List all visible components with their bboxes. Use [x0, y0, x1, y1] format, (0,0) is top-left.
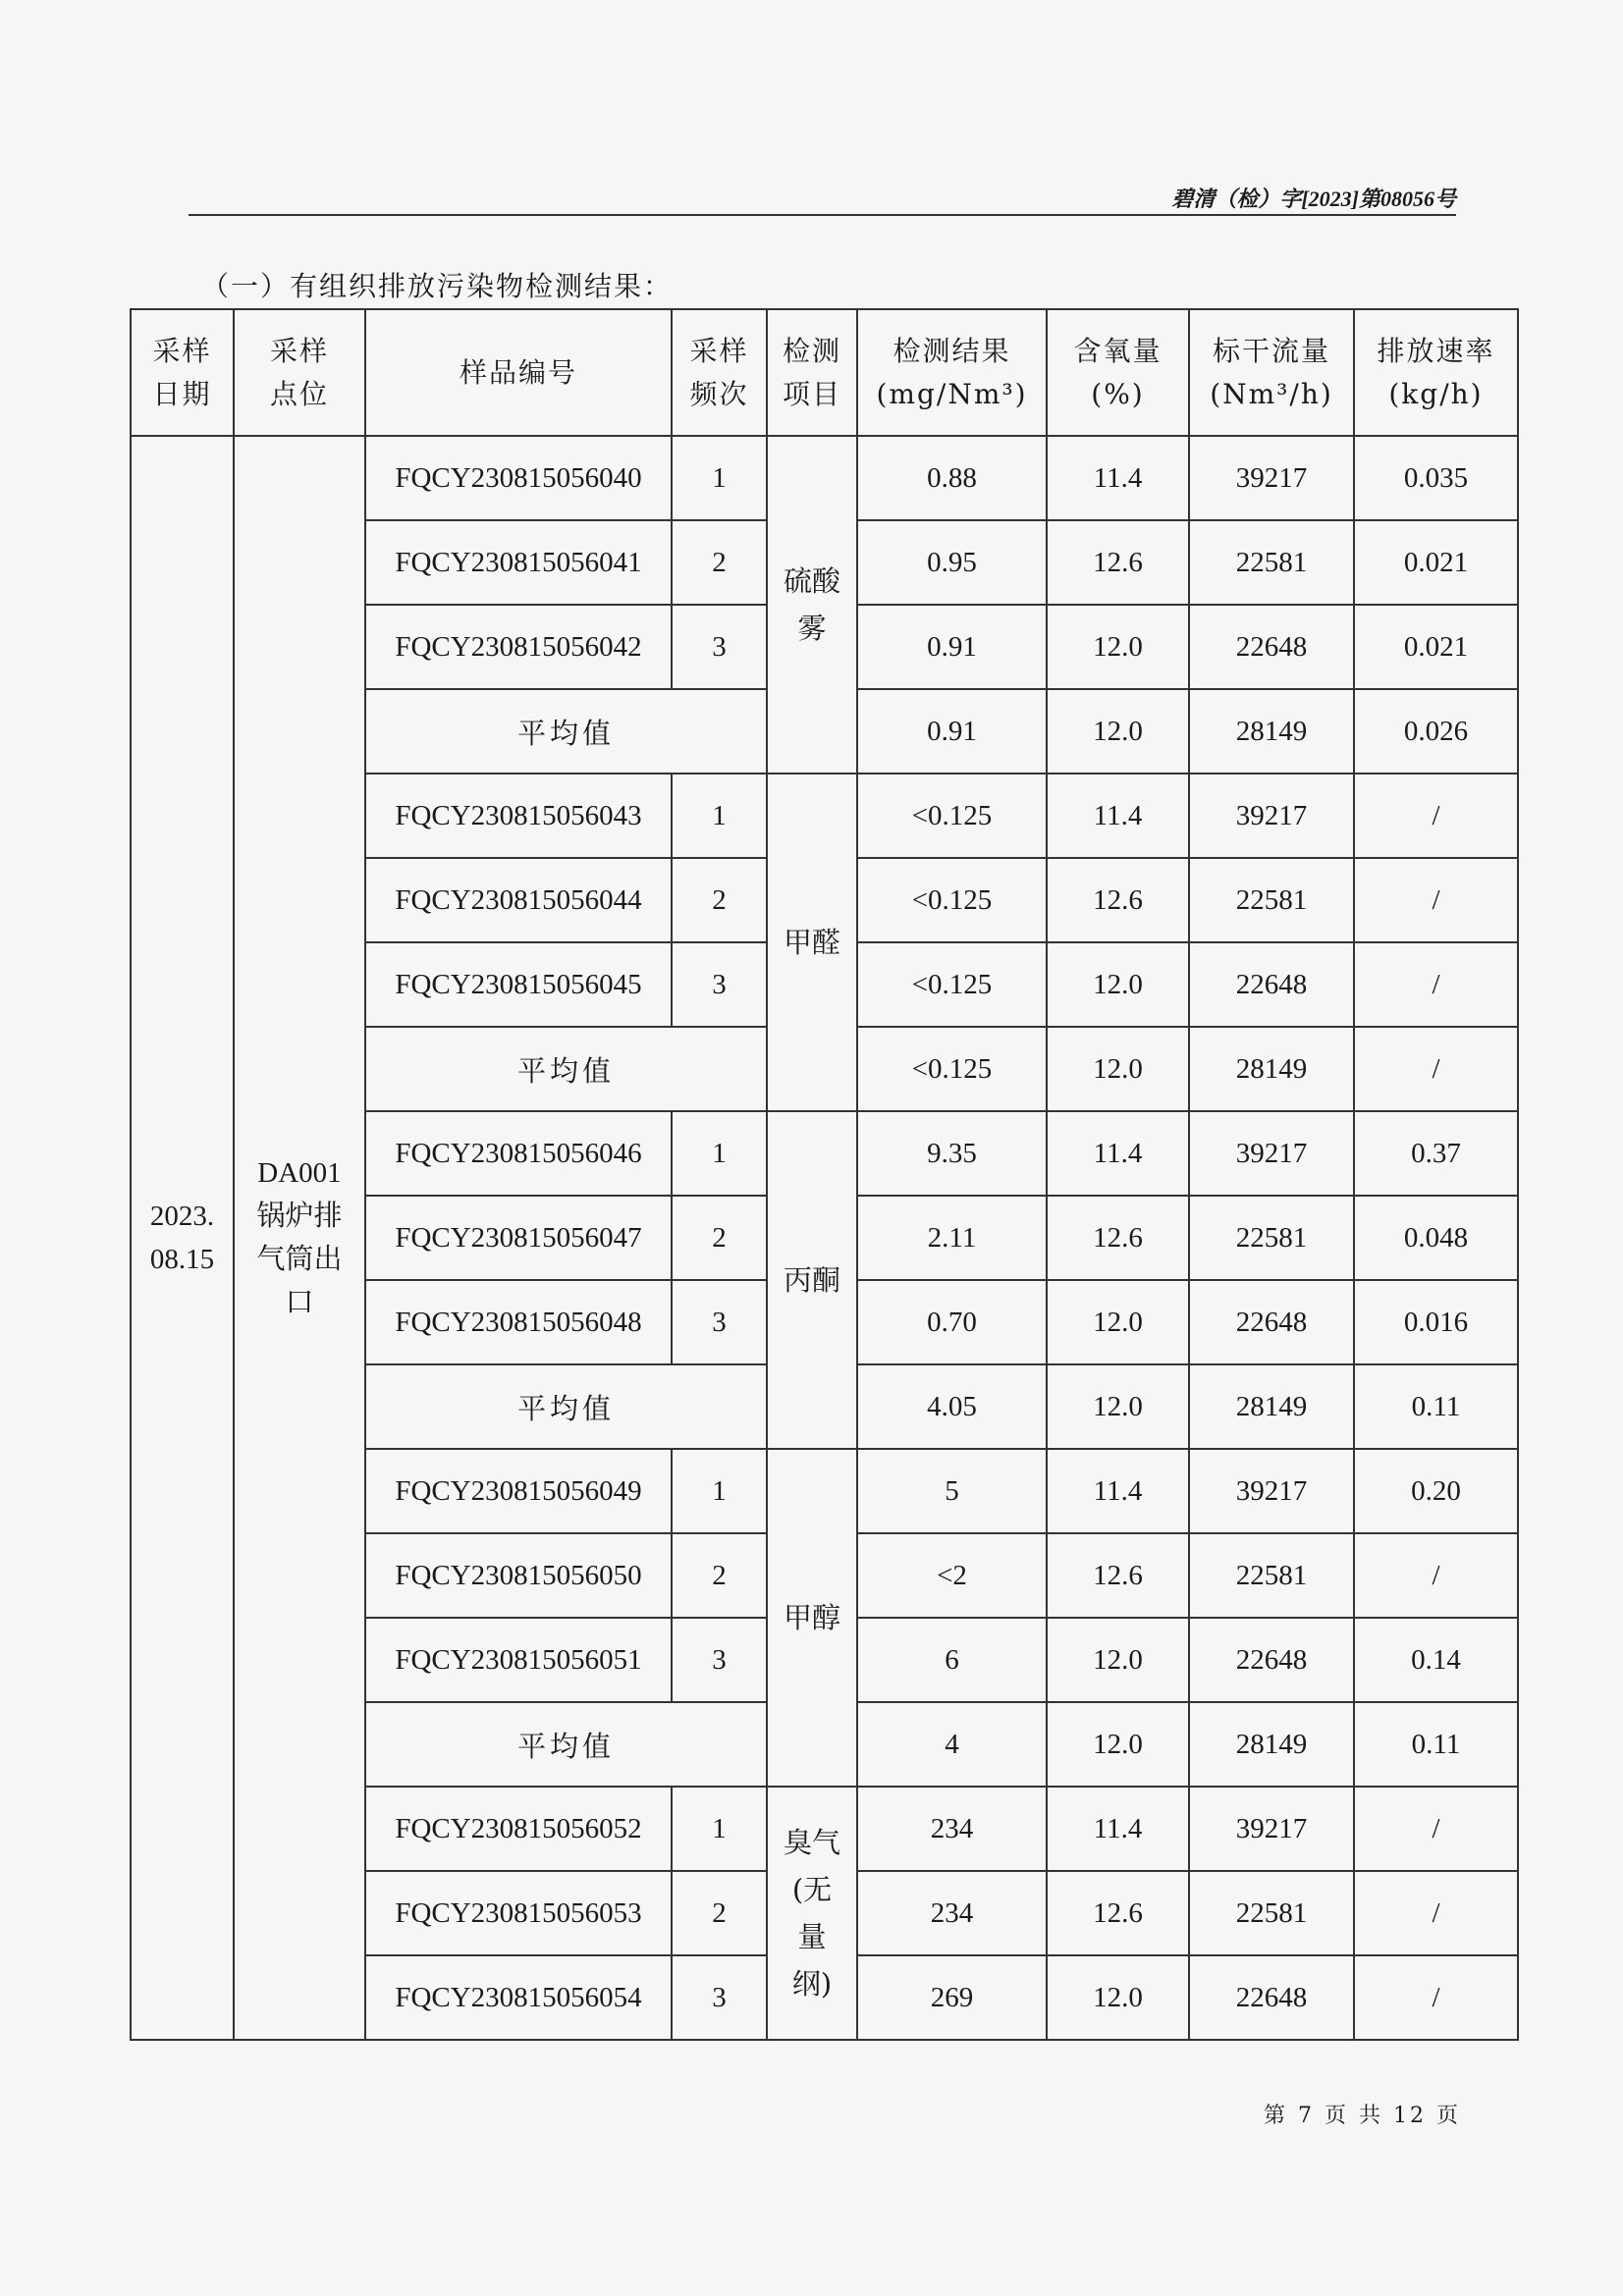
oxygen-cell: 12.6 — [1047, 1871, 1189, 1955]
sample-id-cell: FQCY230815056050 — [365, 1533, 672, 1618]
test-item-cell: 臭气 (无 量 纲) — [767, 1787, 857, 2040]
emission-rate-cell: / — [1354, 774, 1518, 858]
flow-cell: 28149 — [1189, 1364, 1354, 1449]
emission-rate-cell: 0.11 — [1354, 1364, 1518, 1449]
header-cell: 检测 项目 — [767, 309, 857, 436]
flow-cell: 22581 — [1189, 1196, 1354, 1280]
result-cell: 234 — [857, 1871, 1047, 1955]
sample-id-cell: FQCY230815056045 — [365, 942, 672, 1027]
result-cell: <2 — [857, 1533, 1047, 1618]
sample-id-cell: FQCY230815056053 — [365, 1871, 672, 1955]
emission-rate-cell: / — [1354, 1787, 1518, 1871]
result-cell: 269 — [857, 1955, 1047, 2040]
sampling-site-cell: DA001 锅炉排 气筒出 口 — [234, 436, 365, 2040]
header-cell: 采样 点位 — [234, 309, 365, 436]
result-cell: 4 — [857, 1702, 1047, 1787]
average-label-cell: 平均值 — [365, 1364, 767, 1449]
header-cell: 排放速率 (kg/h) — [1354, 309, 1518, 436]
sample-id-cell: FQCY230815056052 — [365, 1787, 672, 1871]
sample-id-cell: FQCY230815056051 — [365, 1618, 672, 1702]
header-cell: 含氧量 (%) — [1047, 309, 1189, 436]
flow-cell: 22648 — [1189, 1618, 1354, 1702]
emission-rate-cell: / — [1354, 1533, 1518, 1618]
oxygen-cell: 12.0 — [1047, 1364, 1189, 1449]
emission-rate-cell: 0.016 — [1354, 1280, 1518, 1364]
table-body — [131, 436, 1518, 2040]
emission-rate-cell: 0.14 — [1354, 1618, 1518, 1702]
frequency-cell: 1 — [672, 774, 767, 858]
flow-cell: 39217 — [1189, 1449, 1354, 1533]
flow-cell: 39217 — [1189, 436, 1354, 520]
result-cell: <0.125 — [857, 774, 1047, 858]
frequency-cell: 2 — [672, 1871, 767, 1955]
flow-cell: 39217 — [1189, 774, 1354, 858]
flow-cell: 22581 — [1189, 1533, 1354, 1618]
oxygen-cell: 12.0 — [1047, 1702, 1189, 1787]
sample-id-cell: FQCY230815056043 — [365, 774, 672, 858]
oxygen-cell: 12.6 — [1047, 858, 1189, 942]
emission-rate-cell: 0.021 — [1354, 605, 1518, 689]
result-cell: 2.11 — [857, 1196, 1047, 1280]
flow-cell: 22648 — [1189, 605, 1354, 689]
oxygen-cell: 12.0 — [1047, 1027, 1189, 1111]
section-title: （一）有组织排放污染物检测结果： — [201, 270, 674, 302]
flow-cell: 22581 — [1189, 1871, 1354, 1955]
result-cell: 0.70 — [857, 1280, 1047, 1364]
result-cell: 0.91 — [857, 605, 1047, 689]
result-cell: 9.35 — [857, 1111, 1047, 1196]
test-item-cell: 甲醇 — [767, 1449, 857, 1787]
flow-cell: 28149 — [1189, 689, 1354, 774]
result-cell: <0.125 — [857, 942, 1047, 1027]
flow-cell: 39217 — [1189, 1111, 1354, 1196]
table-header-row — [131, 309, 1518, 436]
oxygen-cell: 11.4 — [1047, 1787, 1189, 1871]
table-row — [131, 436, 1518, 520]
frequency-cell: 3 — [672, 1280, 767, 1364]
sample-id-cell: FQCY230815056046 — [365, 1111, 672, 1196]
test-item-cell: 硫酸 雾 — [767, 436, 857, 774]
frequency-cell: 3 — [672, 942, 767, 1027]
test-item-cell: 丙酮 — [767, 1111, 857, 1449]
sample-id-cell: FQCY230815056042 — [365, 605, 672, 689]
emission-rate-cell: 0.048 — [1354, 1196, 1518, 1280]
result-cell: <0.125 — [857, 858, 1047, 942]
sample-id-cell: FQCY230815056040 — [365, 436, 672, 520]
oxygen-cell: 11.4 — [1047, 774, 1189, 858]
emission-rate-cell: 0.035 — [1354, 436, 1518, 520]
oxygen-cell: 12.0 — [1047, 1280, 1189, 1364]
emission-rate-cell: 0.021 — [1354, 520, 1518, 605]
test-item-cell: 甲醛 — [767, 774, 857, 1111]
frequency-cell: 2 — [672, 520, 767, 605]
frequency-cell: 1 — [672, 1787, 767, 1871]
flow-cell: 39217 — [1189, 1787, 1354, 1871]
average-label-cell: 平均值 — [365, 1702, 767, 1787]
header-cell: 检测结果 (mg/Nm³) — [857, 309, 1047, 436]
page-number: 第 7 页 共 12 页 — [1264, 2104, 1461, 2128]
oxygen-cell: 12.6 — [1047, 520, 1189, 605]
result-cell: 234 — [857, 1787, 1047, 1871]
flow-cell: 22648 — [1189, 1955, 1354, 2040]
oxygen-cell: 12.0 — [1047, 605, 1189, 689]
sample-id-cell: FQCY230815056049 — [365, 1449, 672, 1533]
average-label-cell: 平均值 — [365, 689, 767, 774]
emission-rate-cell: / — [1354, 1871, 1518, 1955]
results-table — [130, 308, 1519, 2041]
result-cell: 4.05 — [857, 1364, 1047, 1449]
sample-id-cell: FQCY230815056044 — [365, 858, 672, 942]
sample-id-cell: FQCY230815056047 — [365, 1196, 672, 1280]
result-cell: 0.91 — [857, 689, 1047, 774]
oxygen-cell: 12.0 — [1047, 1618, 1189, 1702]
frequency-cell: 2 — [672, 858, 767, 942]
emission-rate-cell: 0.37 — [1354, 1111, 1518, 1196]
flow-cell: 22581 — [1189, 520, 1354, 605]
flow-cell: 28149 — [1189, 1027, 1354, 1111]
flow-cell: 22581 — [1189, 858, 1354, 942]
frequency-cell: 3 — [672, 605, 767, 689]
emission-rate-cell: / — [1354, 1955, 1518, 2040]
oxygen-cell: 12.0 — [1047, 942, 1189, 1027]
emission-rate-cell: 0.11 — [1354, 1702, 1518, 1787]
oxygen-cell: 11.4 — [1047, 436, 1189, 520]
header-rule — [189, 214, 1456, 216]
frequency-cell: 2 — [672, 1196, 767, 1280]
flow-cell: 28149 — [1189, 1702, 1354, 1787]
frequency-cell: 3 — [672, 1955, 767, 2040]
frequency-cell: 1 — [672, 1449, 767, 1533]
emission-rate-cell: 0.20 — [1354, 1449, 1518, 1533]
oxygen-cell: 11.4 — [1047, 1449, 1189, 1533]
oxygen-cell: 12.0 — [1047, 689, 1189, 774]
frequency-cell: 2 — [672, 1533, 767, 1618]
result-cell: 0.88 — [857, 436, 1047, 520]
flow-cell: 22648 — [1189, 942, 1354, 1027]
frequency-cell: 1 — [672, 1111, 767, 1196]
header-cell: 标干流量 (Nm³/h) — [1189, 309, 1354, 436]
header-cell: 样品编号 — [365, 309, 672, 436]
emission-rate-cell: 0.026 — [1354, 689, 1518, 774]
result-cell: 6 — [857, 1618, 1047, 1702]
average-label-cell: 平均值 — [365, 1027, 767, 1111]
header-cell: 采样 日期 — [131, 309, 234, 436]
header-cell: 采样 频次 — [672, 309, 767, 436]
emission-rate-cell: / — [1354, 1027, 1518, 1111]
frequency-cell: 3 — [672, 1618, 767, 1702]
sample-id-cell: FQCY230815056048 — [365, 1280, 672, 1364]
frequency-cell: 1 — [672, 436, 767, 520]
result-cell: 0.95 — [857, 520, 1047, 605]
emission-rate-cell: / — [1354, 942, 1518, 1027]
oxygen-cell: 12.0 — [1047, 1955, 1189, 2040]
result-cell: <0.125 — [857, 1027, 1047, 1111]
oxygen-cell: 12.6 — [1047, 1533, 1189, 1618]
oxygen-cell: 12.6 — [1047, 1196, 1189, 1280]
sample-id-cell: FQCY230815056054 — [365, 1955, 672, 2040]
report-number: 碧清（检）字[2023]第08056号 — [1171, 187, 1456, 211]
sample-id-cell: FQCY230815056041 — [365, 520, 672, 605]
emission-rate-cell: / — [1354, 858, 1518, 942]
result-cell: 5 — [857, 1449, 1047, 1533]
oxygen-cell: 11.4 — [1047, 1111, 1189, 1196]
flow-cell: 22648 — [1189, 1280, 1354, 1364]
sampling-date-cell: 2023. 08.15 — [131, 436, 234, 2040]
